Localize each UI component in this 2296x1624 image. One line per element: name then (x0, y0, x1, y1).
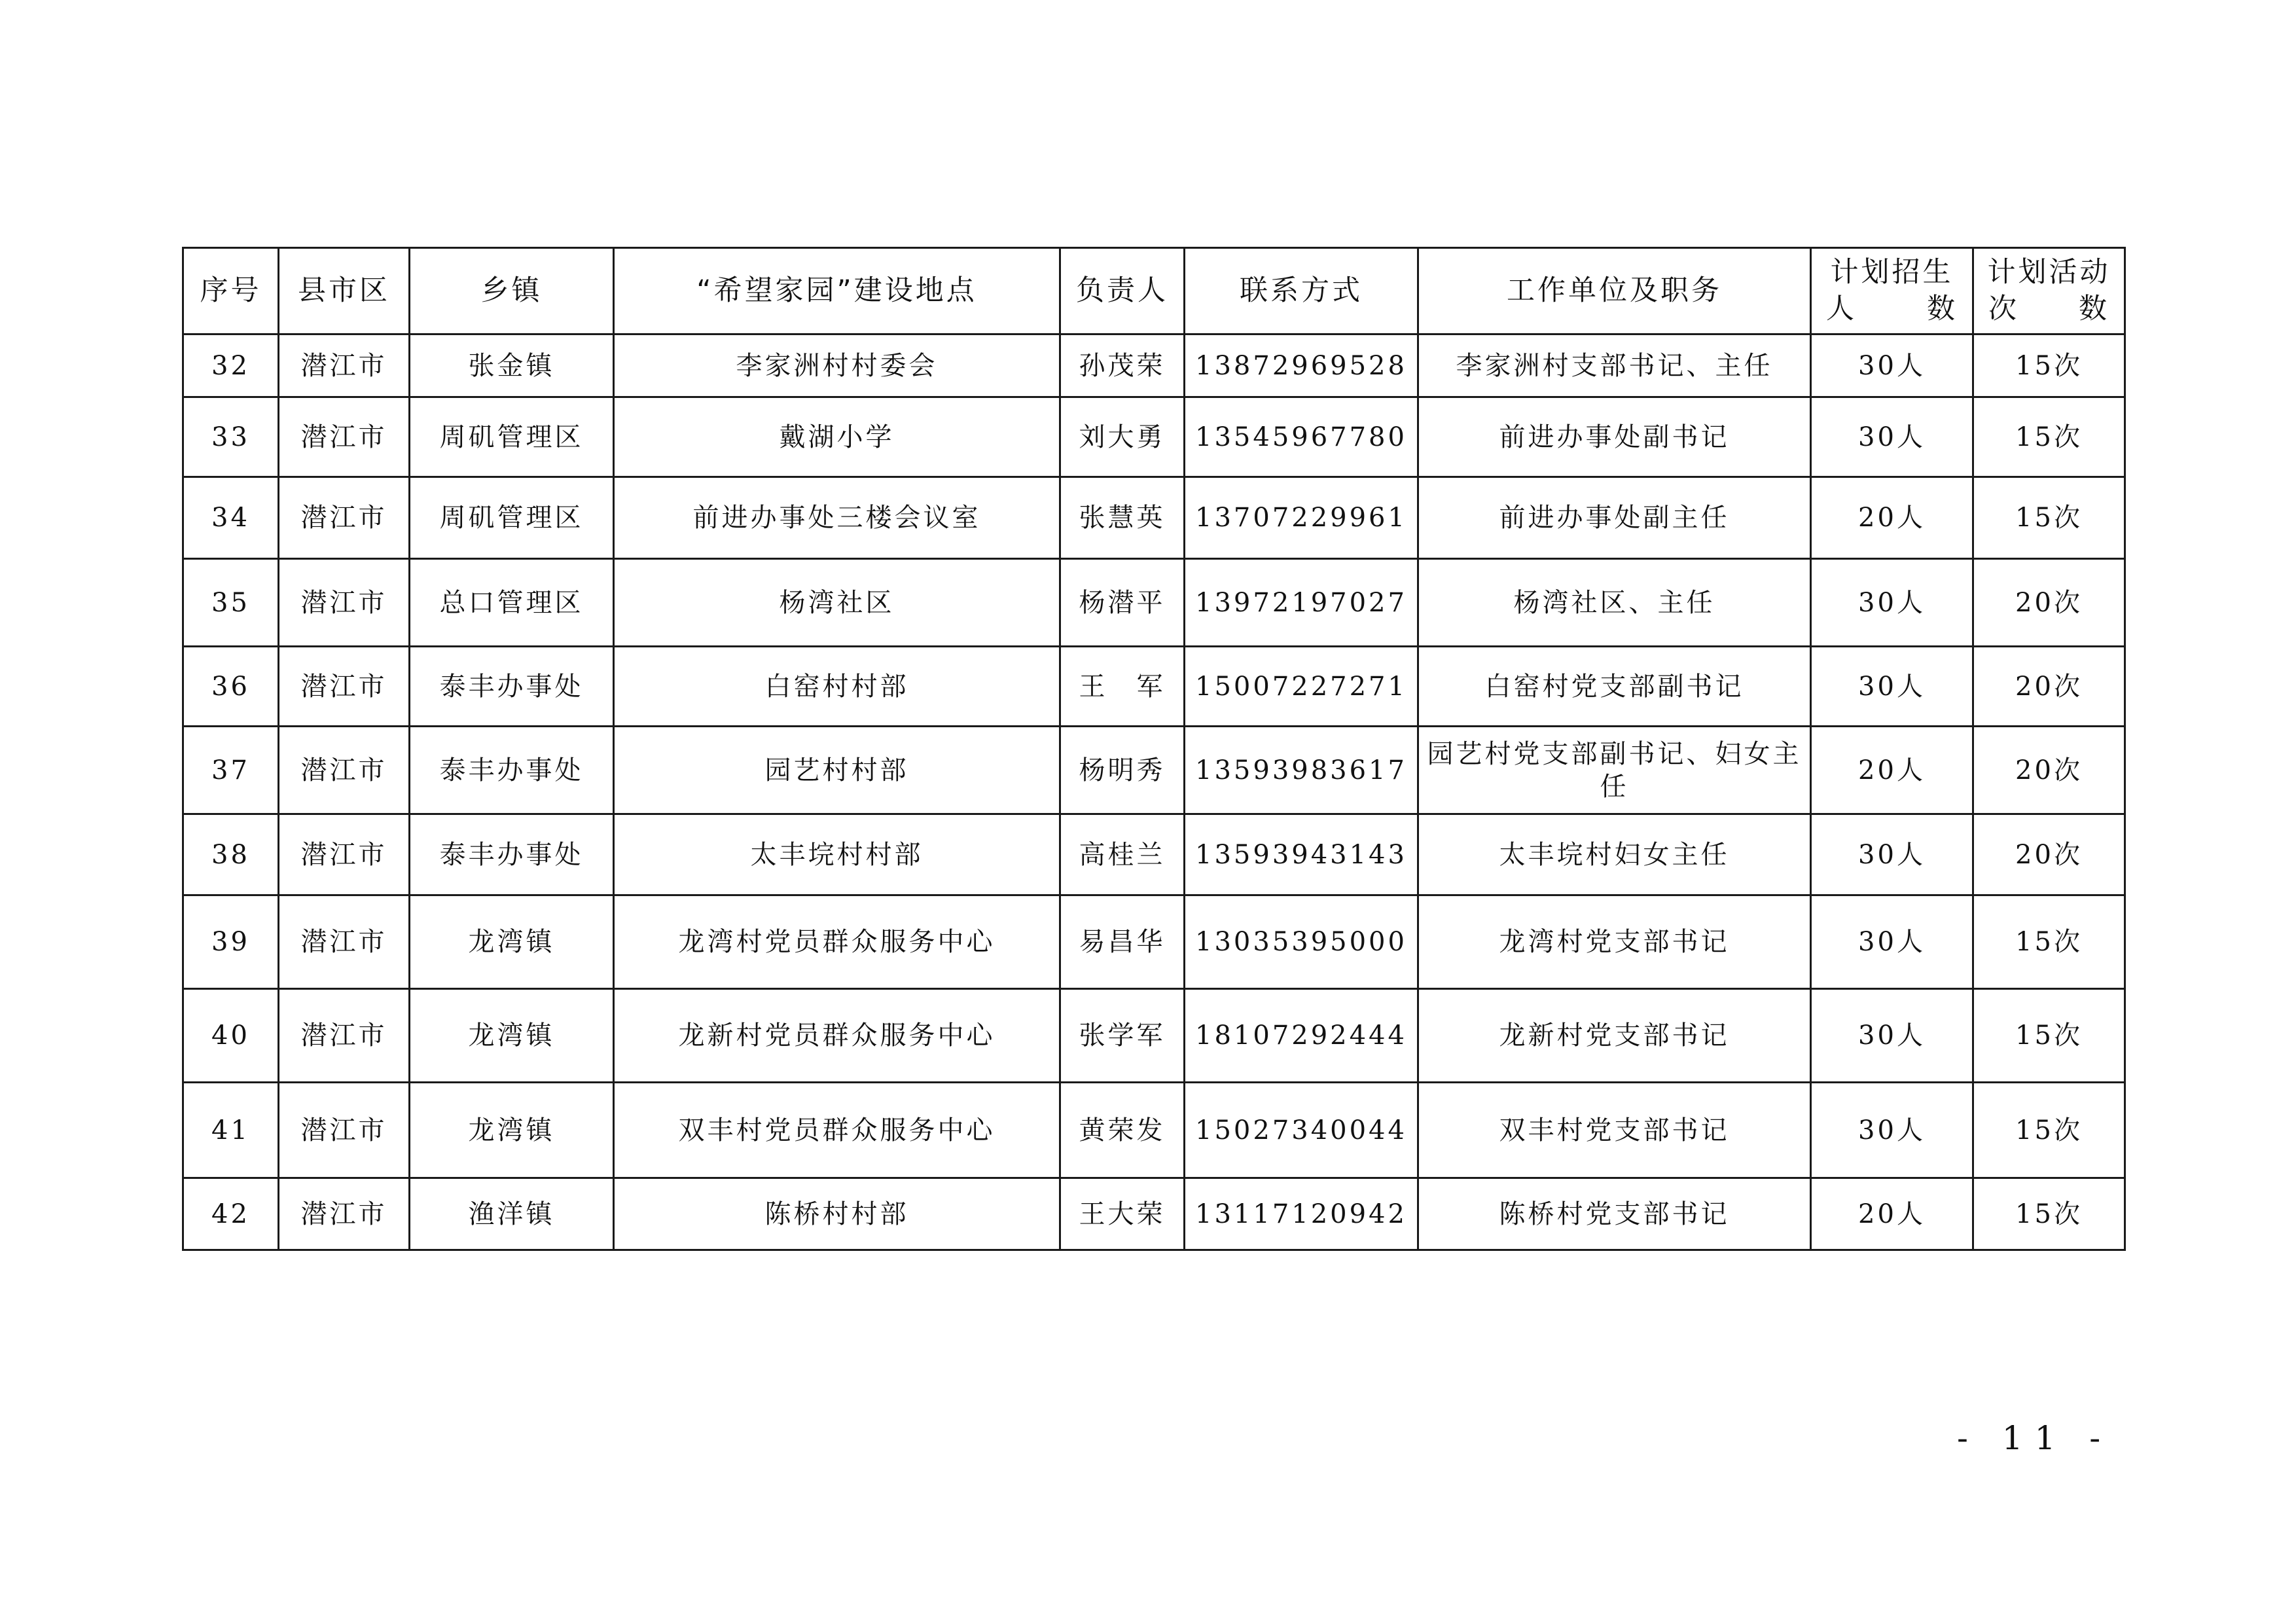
cell-town: 渔洋镇 (410, 1178, 614, 1250)
cell-seq: 40 (183, 989, 279, 1083)
cell-enroll: 30人 (1811, 334, 1973, 397)
cell-unit: 前进办事处副书记 (1418, 397, 1811, 477)
cell-leader: 张慧英 (1060, 477, 1185, 559)
cell-town: 龙湾镇 (410, 895, 614, 989)
cell-activity: 15次 (1973, 895, 2125, 989)
header-enroll-line2-a: 人 (1826, 292, 1857, 325)
cell-activity: 15次 (1973, 334, 2125, 397)
cell-enroll: 30人 (1811, 814, 1973, 895)
header-activity (1973, 248, 2125, 334)
cell-activity: 15次 (1973, 1178, 2125, 1250)
cell-leader: 王 军 (1060, 647, 1185, 727)
header-town: 乡镇 (410, 248, 614, 334)
household-site-table (182, 247, 2126, 1251)
cell-unit: 前进办事处副主任 (1418, 477, 1811, 559)
cell-unit: 龙湾村党支部书记 (1418, 895, 1811, 989)
cell-site: 杨湾社区 (614, 559, 1060, 647)
cell-site: 双丰村党员群众服务中心 (614, 1083, 1060, 1178)
cell-seq: 38 (183, 814, 279, 895)
cell-leader: 孙茂荣 (1060, 334, 1185, 397)
header-leader: 负责人 (1060, 248, 1185, 334)
table-row (183, 727, 2125, 814)
table-row (183, 989, 2125, 1083)
cell-activity: 15次 (1973, 477, 2125, 559)
table-row (183, 397, 2125, 477)
cell-county: 潜江市 (279, 559, 410, 647)
cell-leader: 高桂兰 (1060, 814, 1185, 895)
cell-seq: 42 (183, 1178, 279, 1250)
cell-town: 龙湾镇 (410, 989, 614, 1083)
table-row (183, 477, 2125, 559)
cell-seq: 33 (183, 397, 279, 477)
cell-seq: 39 (183, 895, 279, 989)
header-enroll (1811, 248, 1973, 334)
cell-county: 潜江市 (279, 1083, 410, 1178)
cell-contact: 13593983617 (1185, 727, 1418, 814)
cell-unit: 双丰村党支部书记 (1418, 1083, 1811, 1178)
header-site: “希望家园”建设地点 (614, 248, 1060, 334)
cell-unit: 李家洲村支部书记、主任 (1418, 334, 1811, 397)
cell-site: 前进办事处三楼会议室 (614, 477, 1060, 559)
cell-town: 泰丰办事处 (410, 727, 614, 814)
cell-unit: 陈桥村党支部书记 (1418, 1178, 1811, 1250)
page-number: - 11 - (1957, 1419, 2113, 1457)
table-row (183, 1178, 2125, 1250)
cell-county: 潜江市 (279, 814, 410, 895)
cell-seq: 34 (183, 477, 279, 559)
cell-activity: 20次 (1973, 727, 2125, 814)
header-county: 县市区 (279, 248, 410, 334)
header-contact: 联系方式 (1185, 248, 1418, 334)
cell-seq: 37 (183, 727, 279, 814)
cell-town: 总口管理区 (410, 559, 614, 647)
cell-enroll: 30人 (1811, 647, 1973, 727)
cell-seq: 41 (183, 1083, 279, 1178)
cell-activity: 20次 (1973, 559, 2125, 647)
cell-town: 周矶管理区 (410, 477, 614, 559)
cell-site: 李家洲村村委会 (614, 334, 1060, 397)
cell-leader: 刘大勇 (1060, 397, 1185, 477)
cell-leader: 张学军 (1060, 989, 1185, 1083)
cell-contact: 15027340044 (1185, 1083, 1418, 1178)
cell-enroll: 20人 (1811, 1178, 1973, 1250)
table-row (183, 334, 2125, 397)
cell-activity: 15次 (1973, 989, 2125, 1083)
cell-site: 白窑村村部 (614, 647, 1060, 727)
table-row (183, 814, 2125, 895)
header-enroll-line1: 计划招生 (1830, 255, 1954, 289)
cell-site: 园艺村村部 (614, 727, 1060, 814)
cell-activity: 20次 (1973, 647, 2125, 727)
cell-contact: 13593943143 (1185, 814, 1418, 895)
cell-enroll: 30人 (1811, 397, 1973, 477)
cell-town: 泰丰办事处 (410, 814, 614, 895)
cell-contact: 13972197027 (1185, 559, 1418, 647)
header-seq: 序号 (183, 248, 279, 334)
cell-county: 潜江市 (279, 397, 410, 477)
header-activity-line2-b: 数 (2079, 292, 2109, 325)
cell-contact: 13117120942 (1185, 1178, 1418, 1250)
cell-unit: 园艺村党支部副书记、妇女主任 (1418, 727, 1811, 814)
table-row (183, 559, 2125, 647)
header-activity-line2 (1979, 291, 2119, 328)
table-row (183, 895, 2125, 989)
cell-activity: 15次 (1973, 1083, 2125, 1178)
cell-county: 潜江市 (279, 727, 410, 814)
cell-seq: 32 (183, 334, 279, 397)
cell-site: 太丰垸村村部 (614, 814, 1060, 895)
cell-contact: 15007227271 (1185, 647, 1418, 727)
cell-enroll: 30人 (1811, 989, 1973, 1083)
cell-unit: 杨湾社区、主任 (1418, 559, 1811, 647)
cell-leader: 易昌华 (1060, 895, 1185, 989)
cell-enroll: 30人 (1811, 559, 1973, 647)
cell-contact: 18107292444 (1185, 989, 1418, 1083)
cell-seq: 35 (183, 559, 279, 647)
cell-unit: 龙新村党支部书记 (1418, 989, 1811, 1083)
cell-activity: 20次 (1973, 814, 2125, 895)
cell-unit: 太丰垸村妇女主任 (1418, 814, 1811, 895)
cell-enroll: 30人 (1811, 895, 1973, 989)
cell-town: 龙湾镇 (410, 1083, 614, 1178)
cell-contact: 13707229961 (1185, 477, 1418, 559)
table-row (183, 647, 2125, 727)
cell-site: 陈桥村村部 (614, 1178, 1060, 1250)
cell-leader: 王大荣 (1060, 1178, 1185, 1250)
header-activity-line2-a: 次 (1988, 292, 2019, 325)
cell-leader: 杨潜平 (1060, 559, 1185, 647)
cell-town: 周矶管理区 (410, 397, 614, 477)
cell-activity: 15次 (1973, 397, 2125, 477)
cell-county: 潜江市 (279, 989, 410, 1083)
header-enroll-line2 (1817, 291, 1967, 328)
cell-county: 潜江市 (279, 895, 410, 989)
cell-town: 泰丰办事处 (410, 647, 614, 727)
cell-county: 潜江市 (279, 647, 410, 727)
table-row (183, 1083, 2125, 1178)
cell-town: 张金镇 (410, 334, 614, 397)
cell-seq: 36 (183, 647, 279, 727)
cell-contact: 13545967780 (1185, 397, 1418, 477)
cell-contact: 13872969528 (1185, 334, 1418, 397)
cell-contact: 13035395000 (1185, 895, 1418, 989)
cell-county: 潜江市 (279, 1178, 410, 1250)
header-enroll-line2-b: 数 (1927, 292, 1958, 325)
cell-site: 戴湖小学 (614, 397, 1060, 477)
cell-enroll: 20人 (1811, 727, 1973, 814)
cell-leader: 黄荣发 (1060, 1083, 1185, 1178)
cell-site: 龙新村党员群众服务中心 (614, 989, 1060, 1083)
cell-site: 龙湾村党员群众服务中心 (614, 895, 1060, 989)
cell-county: 潜江市 (279, 477, 410, 559)
header-row (183, 248, 2125, 334)
cell-enroll: 20人 (1811, 477, 1973, 559)
cell-enroll: 30人 (1811, 1083, 1973, 1178)
header-unit: 工作单位及职务 (1418, 248, 1811, 334)
cell-unit: 白窑村党支部副书记 (1418, 647, 1811, 727)
header-activity-line1: 计划活动 (1987, 255, 2111, 289)
cell-leader: 杨明秀 (1060, 727, 1185, 814)
cell-county: 潜江市 (279, 334, 410, 397)
